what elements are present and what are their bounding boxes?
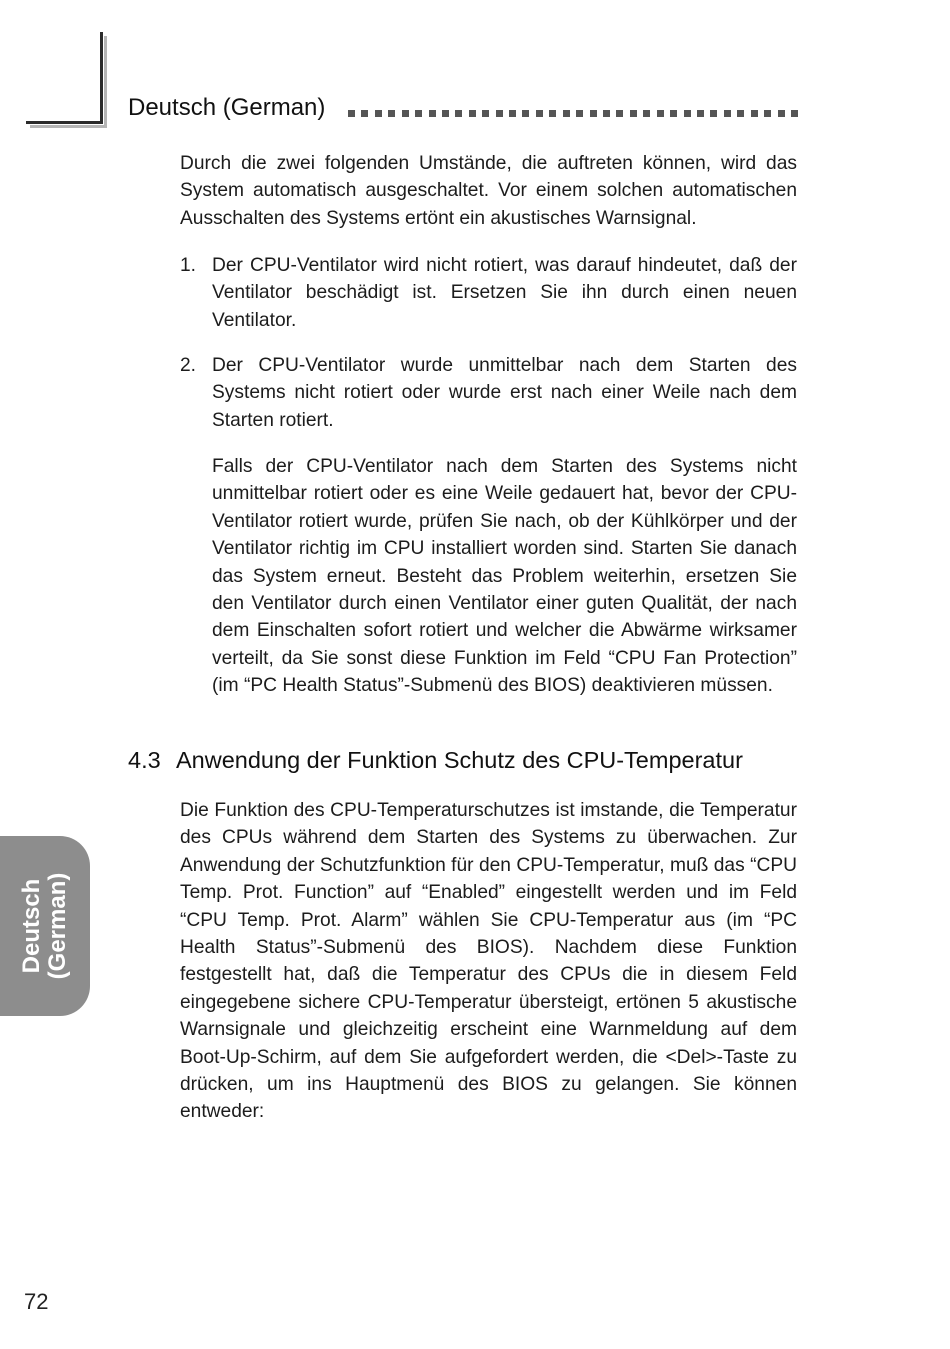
header-dot (616, 110, 623, 117)
header-dot (751, 110, 758, 117)
list-item-text: Der CPU-Ventilator wurde unmittelbar nach dem Starten des Systems nicht rotiert oder wurde erst nach einer Weile nach dem Starten rotiert. (212, 355, 797, 431)
header-dot (375, 110, 382, 117)
header-dot (603, 110, 610, 117)
header-dotted-rule (348, 110, 798, 118)
header-dot (778, 110, 785, 117)
header-dot (764, 110, 771, 117)
header-dot (724, 110, 731, 117)
bracket-horizontal-line (26, 121, 103, 124)
header-dot (361, 110, 368, 117)
header-dot (710, 110, 717, 117)
running-header-title: Deutsch (German) (128, 94, 326, 121)
fan-note-paragraph: Falls der CPU-Ventilator nach dem Starten des Systems nicht unmittelbar rotiert oder es eine Weile gedauert hat, bevor der CPU-Ventilator rotiert wurde, prüfen Sie nach, ob der Kühlkörper und der Ventilator richtig im CPU installiert worden sind. Starten Sie danach das System erneut. Besteht das Problem weiterhin, ersetzen Sie den Ventilator durch einen Ventilator einer guten Qualität, der nach dem Einschalten sofort rotiert und welcher die Abwärme wirksamer verteilt, da Sie sonst diese Funktion im Feld “CPU Fan Protection” (im “PC Health Status”-Submenü des BIOS) deaktivieren müssen. (212, 456, 797, 697)
side-tab-line-2: (German) (44, 872, 71, 980)
section-body-paragraph: Die Funktion des CPU-Temperaturschutzes ist imstande, die Temperatur des CPUs während dem Starten des Systems zu überwachen. Zur Anwendung der Schutzfunktion für den CPU-Temperatur, muß das “CPU Temp. Prot. Function” auf “Enabled” eingestellt werden und im Feld “CPU Temp. Prot. Alarm” wählen Sie CPU-Temperatur aus (im “PC Health Status”-Submenü des BIOS). Nachdem diese Funktion festgestellt hat, daß die Temperatur des CPUs die in diesem Feld eingegebene sichere CPU-Temperatur übersteigt, ertönen 5 akustische Warnsignale und gleichzeitig erscheint eine Warnmeldung auf dem Boot-Up-Schirm, auf dem Sie aufgefordert werden, die <Del>-Taste zu drücken, um ins Hauptmenü des BIOS zu gelangen. Sie können entweder: (180, 800, 797, 1123)
header-dot (536, 110, 543, 117)
header-dot (590, 110, 597, 117)
header-dot (576, 110, 583, 117)
header-dot (791, 110, 798, 117)
header-dot (630, 110, 637, 117)
header-dot (455, 110, 462, 117)
header-dot (415, 110, 422, 117)
header-dot (737, 110, 744, 117)
header-dot (509, 110, 516, 117)
list-item-number: 2. (180, 355, 197, 376)
header-dot (549, 110, 556, 117)
header-dot (643, 110, 650, 117)
side-tab-label (19, 873, 71, 980)
intro-paragraph: Durch die zwei folgenden Umstände, die auftreten können, wird das System automatisch ausgeschaltet. Vor einem solchen automatischen Ausschalten des Systems ertönt ein akustisches Warnsignal. (180, 153, 797, 229)
header-dot (684, 110, 691, 117)
list-item (180, 352, 797, 434)
header-dot (522, 110, 529, 117)
header-dot (469, 110, 476, 117)
header-dot (657, 110, 664, 117)
header-dot (496, 110, 503, 117)
header-dot (482, 110, 489, 117)
list-item (180, 252, 797, 334)
header-dot (563, 110, 570, 117)
header-dot (348, 110, 355, 117)
side-tab-line-1: Deutsch (18, 878, 45, 974)
header-dot (402, 110, 409, 117)
header-dot (670, 110, 677, 117)
header-dot (697, 110, 704, 117)
bracket-vertical-shadow (104, 36, 107, 128)
bracket-vertical-line (100, 32, 103, 124)
page-number: 72 (24, 1289, 49, 1314)
section-title: Anwendung der Funktion Schutz des CPU-Temperatur (176, 747, 743, 773)
header-dot (442, 110, 449, 117)
bracket-horizontal-shadow (30, 125, 107, 128)
section-number: 4.3 (128, 747, 161, 773)
header-dot (429, 110, 436, 117)
section-heading (128, 744, 743, 776)
corner-bracket-mark (26, 32, 102, 124)
list-item-number: 1. (180, 255, 197, 276)
list-item-text: Der CPU-Ventilator wird nicht rotiert, was darauf hindeutet, daß der Ventilator beschädigt ist. Ersetzen Sie ihn durch einen neuen Ventilator. (212, 255, 797, 331)
language-side-tab (0, 836, 90, 1016)
header-dot (388, 110, 395, 117)
